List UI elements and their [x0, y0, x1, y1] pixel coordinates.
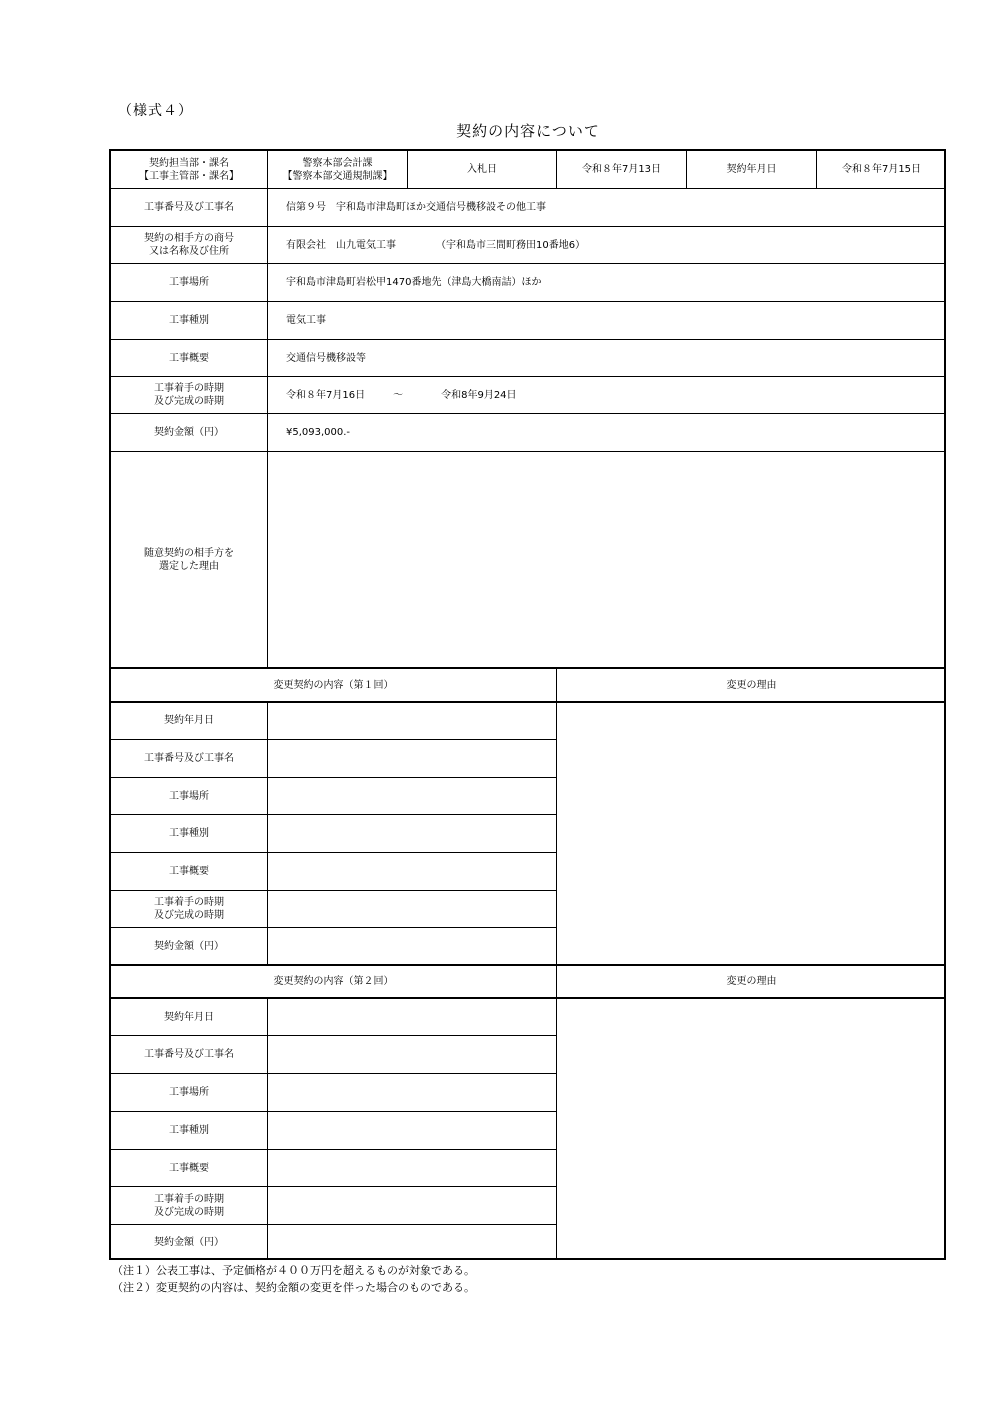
change2-amount-label: 契約金額（円）	[111, 1225, 268, 1260]
change2-location-value	[268, 1074, 557, 1112]
dept-label-2: 【工事主管部・課名】	[139, 170, 239, 182]
change1-amount-value	[268, 928, 557, 966]
change2-work-name-label: 工事番号及び工事名	[111, 1036, 268, 1074]
change1-summary-label: 工事概要	[111, 853, 268, 891]
change2-work-name-value	[268, 1036, 557, 1074]
contractor-label-cell	[111, 227, 268, 264]
contractor-label-1: 契約の相手方の商号	[144, 233, 234, 244]
change2-summary-label: 工事概要	[111, 1150, 268, 1187]
contract-amount-label: 契約金額（円）	[111, 414, 268, 452]
change1-amount-label: 契約金額（円）	[111, 928, 268, 966]
change2-reason-heading: 変更の理由	[557, 964, 946, 998]
change1-work-name-value	[268, 740, 557, 778]
reason-label-cell	[111, 452, 268, 668]
work-summary-value: 交通信号機移設等	[268, 340, 946, 377]
change1-contract-date-label: 契約年月日	[111, 702, 268, 740]
period-label-cell	[111, 377, 268, 414]
change1-reason-value	[557, 702, 946, 966]
contract-date-value: 令和８年7月15日	[817, 151, 946, 189]
dept-label-cell	[111, 151, 268, 189]
change2-summary-value	[268, 1150, 557, 1187]
contractor-name: 有限会社 山九電気工事	[286, 239, 396, 251]
work-type-label: 工事種別	[111, 302, 268, 340]
change1-reason-heading: 変更の理由	[557, 667, 946, 702]
change1-type-label: 工事種別	[111, 815, 268, 853]
dept-value-cell	[268, 151, 408, 189]
change2-heading: 変更契約の内容（第２回）	[111, 964, 557, 998]
change2-period-label-2: 及び完成の時期	[154, 1206, 224, 1218]
change2-type-value	[268, 1112, 557, 1150]
change1-work-name-label: 工事番号及び工事名	[111, 740, 268, 778]
contractor-value-cell	[268, 227, 946, 264]
change1-period-value	[268, 891, 557, 928]
contractor-label-2: 又は名称及び住所	[149, 246, 229, 257]
change2-location-label: 工事場所	[111, 1074, 268, 1112]
change1-location-value	[268, 778, 557, 815]
period-separator: ～	[393, 389, 404, 401]
reason-label-1: 随意契約の相手方を	[144, 547, 234, 559]
dept-value-1: 警察本部会計課	[302, 157, 373, 169]
work-location-label: 工事場所	[111, 264, 268, 302]
reason-value	[268, 452, 946, 668]
bid-date-value: 令和８年7月13日	[557, 151, 687, 189]
contract-table	[109, 149, 946, 1260]
work-type-value: 電気工事	[268, 302, 946, 340]
change2-period-label-1: 工事着手の時期	[154, 1193, 224, 1205]
period-label-2: 及び完成の時期	[154, 396, 224, 407]
change2-reason-value	[557, 999, 946, 1260]
period-end: 令和8年9月24日	[441, 389, 517, 401]
change1-period-label-cell	[111, 891, 268, 928]
bid-date-label: 入札日	[408, 151, 557, 189]
change2-period-value	[268, 1187, 557, 1225]
note-1: （注１）公表工事は、予定価格が４００万円を超えるものが対象である。	[112, 1264, 475, 1277]
period-start: 令和８年7月16日	[286, 389, 366, 401]
change1-heading: 変更契約の内容（第１回）	[111, 667, 557, 702]
period-value-cell	[268, 377, 946, 414]
notes	[112, 1262, 475, 1296]
reason-label-2: 選定した理由	[159, 560, 219, 572]
change2-contract-date-value	[268, 999, 557, 1036]
period-label-1: 工事着手の時期	[154, 383, 224, 394]
change2-type-label: 工事種別	[111, 1112, 268, 1150]
change2-period-label-cell	[111, 1187, 268, 1225]
work-name-value: 信第９号 宇和島市津島町ほか交通信号機移設その他工事	[268, 189, 946, 227]
change1-type-value	[268, 815, 557, 853]
form-number: （様式４）	[118, 103, 193, 119]
work-summary-label: 工事概要	[111, 340, 268, 377]
change2-contract-date-label: 契約年月日	[111, 999, 268, 1036]
document-title: 契約の内容について	[456, 122, 600, 140]
change1-location-label: 工事場所	[111, 778, 268, 815]
work-name-label: 工事番号及び工事名	[111, 189, 268, 227]
change1-summary-value	[268, 853, 557, 891]
change2-amount-value	[268, 1225, 557, 1260]
contract-amount-value: ¥5,093,000.-	[268, 414, 946, 452]
dept-value-2: 【警察本部交通規制課】	[282, 170, 393, 182]
change1-period-label-1: 工事着手の時期	[154, 897, 224, 908]
note-2: （注２）変更契約の内容は、契約金額の変更を伴った場合のものである。	[112, 1281, 475, 1294]
contract-date-label: 契約年月日	[687, 151, 817, 189]
change1-period-label-2: 及び完成の時期	[154, 910, 224, 921]
contractor-address: （宇和島市三間町務田10番地6）	[436, 239, 586, 251]
change1-contract-date-value	[268, 702, 557, 740]
work-location-value: 宇和島市津島町岩松甲1470番地先（津島大橋南詰）ほか	[268, 264, 946, 302]
dept-label-1: 契約担当部・課名	[149, 157, 229, 169]
